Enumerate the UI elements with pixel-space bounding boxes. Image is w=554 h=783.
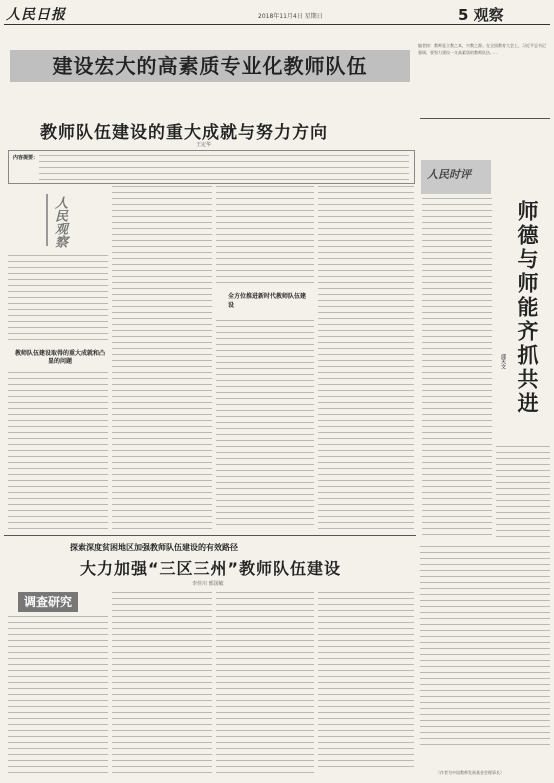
article1-col3-bottom (216, 320, 314, 530)
article2-col1 (8, 616, 108, 776)
main-banner (10, 50, 410, 82)
article2-col2 (112, 592, 212, 776)
article2-kicker: 探索深度贫困地区加强教师队伍建设的有效路径 (70, 543, 238, 552)
article1-col1-top (8, 255, 108, 345)
summary-text (39, 155, 409, 181)
section-separator (4, 535, 416, 536)
masthead (0, 0, 554, 26)
section2-heading: 全方位推进新时代教师队伍建设 (228, 293, 307, 309)
article2-col4 (318, 592, 414, 770)
column-logo (38, 190, 80, 250)
dateline: 2018年11月4日 星期日 (258, 13, 323, 20)
article2-col3 (216, 592, 314, 776)
sidebar-text-bottom (420, 546, 550, 746)
sidebar-byline: 邱天文 (500, 354, 506, 369)
article1-col2 (112, 186, 212, 530)
sidebar-brand: 人民时评 (427, 168, 471, 181)
banner-title: 建设宏大的高素质专业化教师队伍 (52, 54, 368, 78)
section1-heading: 教师队伍建设取得的重大成就和凸显的问题 (14, 350, 105, 365)
article1-byline: 王定华 (196, 142, 212, 148)
page-label: 5 观察 (458, 6, 504, 24)
article1-col1-bottom (8, 372, 108, 530)
research-tag: 调查研究 (18, 592, 78, 612)
sidebar-rule (420, 118, 550, 119)
summary-box (8, 150, 415, 184)
summary-label: 内容提要： (13, 155, 39, 161)
newspaper-logo: 人民日报 (6, 7, 66, 23)
article2-byline: 李佳川 邢国敏 (192, 581, 224, 587)
sidebar-text-right (496, 446, 550, 540)
masthead-rule (4, 24, 550, 25)
article1-col3-top (216, 186, 314, 284)
author-note: （作者为中国教师发展基金会理事长） (436, 770, 504, 775)
sidebar-brand-box (421, 160, 491, 194)
editor-note: 编者按：教师是立教之本，兴教之源。在全国教育大会上，习近平总书记强调，要努力建设一支高素质的教师队伍…… (418, 43, 546, 55)
column-logo-text: 人民观察 (52, 196, 67, 248)
article1-title: 教师队伍建设的重大成就与努力方向 (40, 123, 328, 143)
sidebar-title: 师德与师能齐抓共进 (515, 200, 539, 416)
article2-title: 大力加强“三区三州”教师队伍建设 (80, 559, 342, 578)
sidebar-text-left (422, 198, 492, 538)
article1-col4 (318, 186, 414, 530)
